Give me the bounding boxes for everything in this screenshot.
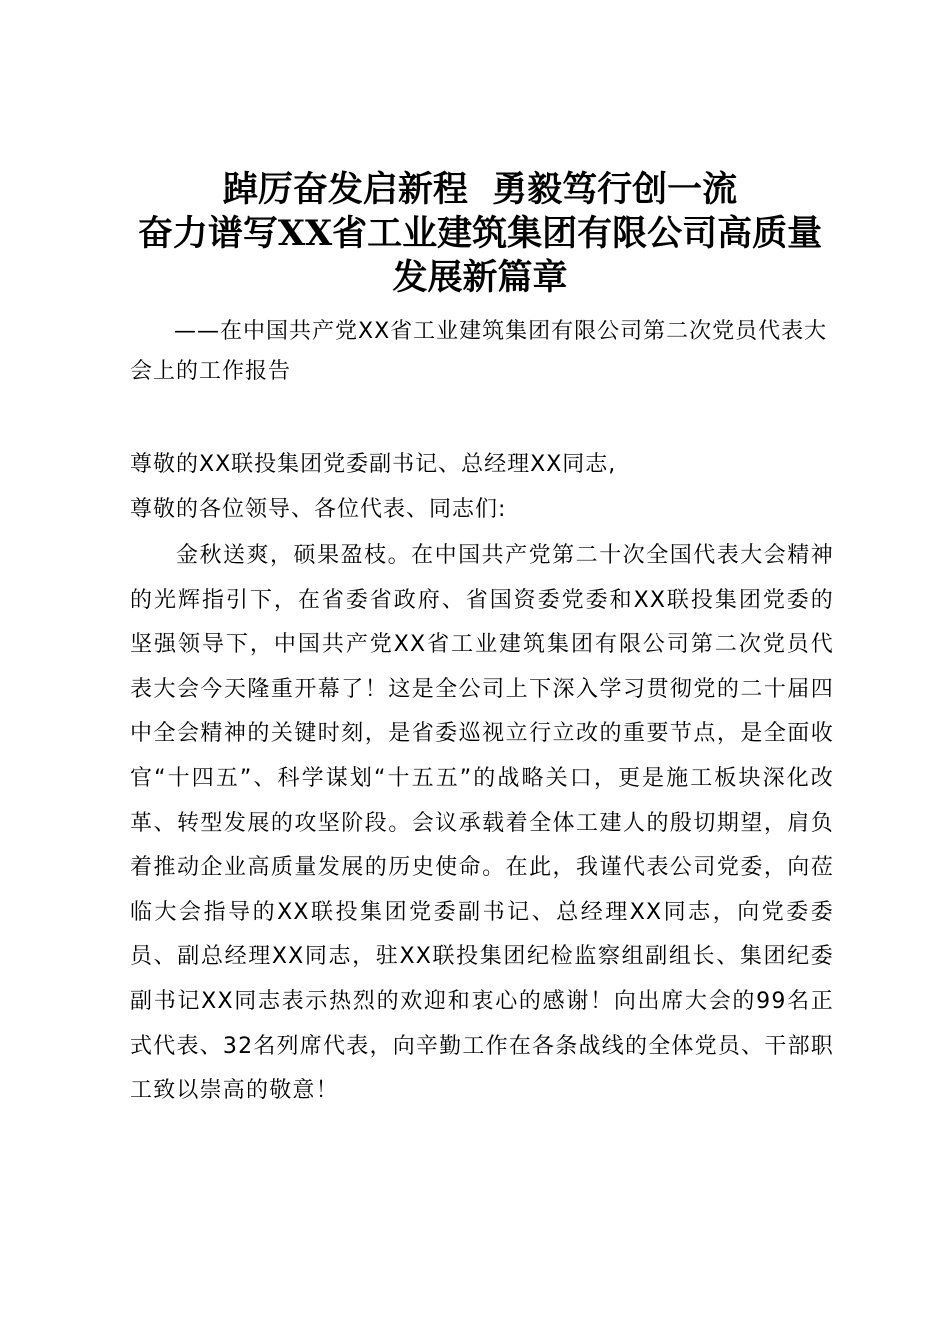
document-subtitle: ——在中国共产党XX省工业建筑集团有限公司第二次党员代表大会上的工作报告 bbox=[130, 319, 828, 384]
document-title bbox=[120, 168, 840, 300]
title-line-3: 发展新篇章 bbox=[392, 257, 568, 298]
greeting-line-1: 尊敬的XX联投集团党委副书记、总经理XX同志, bbox=[130, 452, 617, 477]
title-line-2: 奋力谱写XX省工业建筑集团有限公司高质量 bbox=[137, 213, 823, 254]
body-paragraph: 金秋送爽，硕果盈枝。在中国共产党第二十次全国代表大会精神的光辉指引下，在省委省政府、省国资委党委和XX联投集团党委的坚强领导下，中国共产党XX省工业建筑集团有限公司第二次党员代表大会今天隆重开幕了！这是全公司上下深入学习贯彻党的二十届四中全会精神的关键时刻，是省委巡视立行立改的重要节点，是全面收官“十四五”、科学谋划“十五五”的战略关口，更是施工板块深化改革、转型发展的攻坚阶段。会议承载着全体工建人的殷切期望，肩负着推动企业高质量发展的历史使命。在此，我谨代表公司党委，向莅临大会指导的XX联投集团党委副书记、总经理XX同志，向党委委员、副总经理XX同志，驻XX联投集团纪检监察组副组长、集团纪委副书记XX同志表示热烈的欢迎和衷心的感谢！向出席大会的99名正式代表、32名列席代表，向辛勤工作在各条战线的全体党员、干部职工致以崇高的敬意！ bbox=[130, 543, 834, 1104]
greeting-line-2: 尊敬的各位领导、各位代表、同志们: bbox=[130, 497, 507, 522]
title-line-1: 踔厉奋发启新程 勇毅笃行创一流 bbox=[222, 169, 738, 210]
